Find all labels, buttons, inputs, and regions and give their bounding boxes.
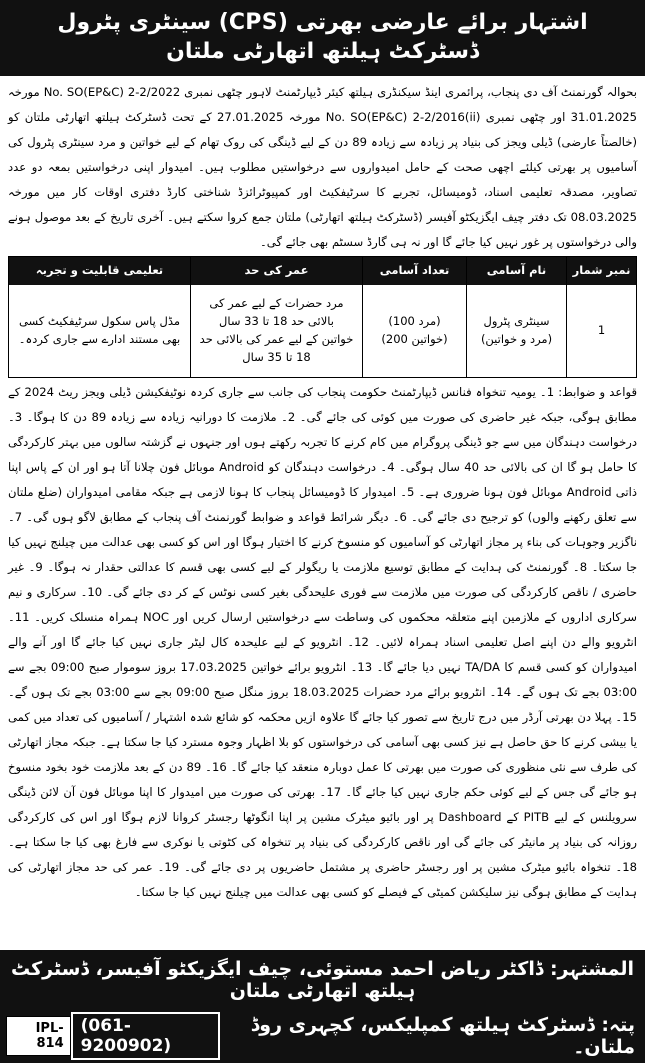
intro-paragraph: بحوالہ گورنمنٹ آف دی پنجاب، پرائمری اینڈ سیکنڈری ہیلتھ کیئر ڈیپارٹمنٹ لاہور چٹھی نمبری No. SO(EP&C) 2-2/2022 مورخہ 31.01.2025 اور چٹھی نمبری No. SO(EP&C) 2-2/2016(ii) مورخہ 27.01.2025 کے تحت ڈسٹرکٹ ہیلتھ اتھارٹی ملتان کو (خالصتاً عارضی) ڈیلی ویجز کی بنیاد پر زیادہ سے زیادہ 89 دن کے لیے ڈینگی کی روک تھام کے لیے خواتین و مرد سینٹری پٹرول کی آسامیوں پر بھرتی کیلئے اچھی صحت کے حامل امیدواروں سے درخواستیں مطلوب ہیں۔ امیدوار اپنی درخواستیں بمعہ دو عدد تصاویر، مصدقہ تعلیمی اسناد، ڈومیسائل، تجربے کا سرٹیفکیٹ اور کمپیوٹرائزڈ شناختی کارڈ دفتری اوقات کار میں مورخہ 08.03.2025 تک دفتر چیف ایگزیکٹو آفیسر (ڈسٹرکٹ ہیلتھ اتھارٹی) ملتان جمع کروا سکتے ہیں۔ آخری تاریخ کے بعد موصول ہونے والی درخواستوں پر غور نہیں کیا جائے گا اور نہ ہی گارڈ سسٹم بھی جائے گی۔: [8, 85, 638, 249]
ad-header: [0, 0, 645, 76]
vacancy-table: [8, 256, 637, 378]
serial-value: 1: [597, 323, 606, 338]
col-header-age: عمر کی حد: [190, 257, 362, 285]
cell-count: [362, 285, 466, 377]
post-gender: (مرد و خواتین): [480, 332, 553, 346]
advertiser-line: المشتہر: ڈاکٹر ریاض احمد مستوئی، چیف ایگزیکٹو آفیسر، ڈسٹرکٹ ہیلتھ اتھارٹی ملتان: [11, 958, 634, 1002]
phone-number: (061-9200902): [71, 1012, 220, 1060]
ipl-code: IPL-814: [6, 1016, 71, 1056]
col-header-serial: نمبر شمار: [566, 257, 636, 285]
col-header-post: نام آسامی: [466, 257, 566, 285]
cell-serial: [566, 285, 636, 377]
col-header-qualification: تعلیمی قابلیت و تجربہ: [9, 257, 190, 285]
col-header-count: تعداد آسامی: [362, 257, 466, 285]
age-male: مرد حضرات کے لیے عمر کی بالائی حد 18 تا 33 سال: [209, 296, 344, 329]
address-text: پتہ: ڈسٹرکٹ ہیلتھ کمپلیکس، کچہری روڈ ملتان۔: [250, 1014, 635, 1058]
cell-post: [466, 285, 566, 377]
ad-footer: [0, 950, 645, 1063]
post-name: سینٹری پٹرول: [483, 314, 550, 329]
age-female: خواتین کے لیے عمر کی بالائی حد 18 تا 35 سال: [199, 332, 354, 364]
cell-qualification: [9, 285, 190, 377]
ad-title: اشتہار برائے عارضی بھرتی (CPS) سینٹری پٹرول ڈسٹرکٹ ہیلتھ اتھارٹی ملتان: [57, 10, 588, 64]
count-female: (خواتین 200): [381, 332, 448, 346]
qualification-value: مڈل پاس سکول سرٹیفکیٹ کسی بھی مستند ادارے سے جاری کردہ۔: [18, 314, 181, 346]
address-row: [6, 1016, 635, 1056]
count-male: (مرد 100): [388, 314, 441, 329]
cell-age: [190, 285, 362, 377]
rules-paragraph: قواعد و ضوابط: 1۔ یومیہ تنخواہ فنانس ڈیپارٹمنٹ حکومت پنجاب کی جانب سے جاری کردہ نوٹیفکیشن ڈیلی ویجز ریٹ 2024 کے مطابق ہوگی، جبکہ غیر حاضری کی صورت میں کوئی کی جائے گی۔ 2۔ ملازمت کا دورانیہ زیادہ سے زیادہ 89 دن کا ہوگا۔ 3۔ درخواست دہندگان میں سے جو ڈینگی پروگرام میں کام کرنے کا تجربہ رکھتے ہوں اور جنہوں نے گزشتہ سالوں میں بہتر کارکردگی کا حامل ہو گا ان کی بالائی حد 40 سال ہوگی۔ 4۔ درخواست دہندگان کو Android موبائل فون چلانا آتا ہو اور ان کے پاس اپنا ذاتی Android موبائل فون ہونا ضروری ہے۔ 5۔ امیدوار کا ڈومیسائل پنجاب کا ہونا لازمی ہے جبکہ مقامی امیدواران (ضلع ملتان سے تعلق رکھنے والوں) کو ترجیح دی جائے گی۔ 6۔ دیگر شرائط قواعد و ضوابط گورنمنٹ آف پنجاب کے مطابق لاگو ہوں گی۔ 7۔ ناگزیر وجوہات کی بناء پر مجاز اتھارٹی کو آسامیوں کو منسوخ کرنے کا اختیار ہوگا اور اس کو کسی بھی عدالت میں چیلنج نہیں کیا جا سکتا۔ 8۔ گورنمنٹ کی ہدایت کے مطابق توسیع ملازمت یا ریگولر کے لیے کسی بھی قسم کا عدالتی حقدار نہ ہوگا۔ 9۔ غیر حاضری / ناقص کارکردگی کی صورت میں ملازمت سے فوری علیحدگی بغیر کسی نوٹس کے کر دی جائے گی۔ 10۔ سرکاری و نیم سرکاری اداروں کے ملازمین اپنے متعلقہ محکموں کی وساطت سے درخواستیں ارسال کریں اور NOC ہمراہ منسلک کریں۔ 11۔ انٹرویو والے دن اپنے اصل تعلیمی اسناد ہمراہ لائیں۔ 12۔ انٹرویو کے لیے علیحدہ کال لیٹر جاری نہیں کیا جائے گا اور آنے والے امیدواران کو کسی قسم کا TA/DA نہیں دیا جائے گا۔ 13۔ انٹرویو برائے خواتین 17.03.2025 بروز سوموار صبح 09:00 بجے سے 03:00 بجے تک ہوں گے۔ 14۔ انٹرویو برائے مرد حضرات 18.03.2025 بروز منگل صبح 09:00 بجے سے 03:00 بجے تک ہوں گے۔ 15۔ پہلا دن بھرتی آرڈر میں درج تاریخ سے تصور کیا جائے گا علاوہ ازیں محکمہ کو شائع شدہ اشتہار / آسامیوں کی تعداد میں کمی یا بیشی کرنے کا حق حاصل ہے نیز کسی بھی آسامی کی درخواستوں کو بلا اظہار وجوہ مسترد کیا جا سکتا ہے۔ جبکہ مجاز اتھارٹی کی طرف سے نئی منظوری کی صورت میں بھرتی کا عمل دوبارہ منعقد کیا جائے گا۔ 16۔ 89 دن کے بعد ملازمت خود بخود منسوخ ہو جائے گی جس کے لیے کوئی حکم جاری نہیں کیا جائے گا۔ 17۔ بھرتی کی صورت میں امیدوار کا اپنا موبائل فون آن لائن ڈینگی سرویلنس کے لیے PITB کے Dashboard پر اور بائیو میٹرک مشین پر اپنا انگوٹھا رجسٹر کروانا لازم ہوگا اور اس کی کارکردگی روزانہ کی بنیاد پر مانیٹر کی جائے گی اور ناقص کارکردگی کی بنیاد پر تنخواہ کی کٹوتی یا نوکری سے فارغ بھی کیا جا سکتا ہے۔ 18۔ تنخواہ بائیو میٹرک مشین پر اور رجسٹر حاضری پر مشتمل حاضریوں پر دی جائے گی۔ 19۔ عمر کی حد مجاز اتھارٹی کی ہدایت کے مطابق ہوگی نیز سلیکشن کمیٹی کے فیصلے کو کسی بھی عدالت میں چیلنج نہیں کیا جا سکتا۔: [8, 385, 638, 899]
